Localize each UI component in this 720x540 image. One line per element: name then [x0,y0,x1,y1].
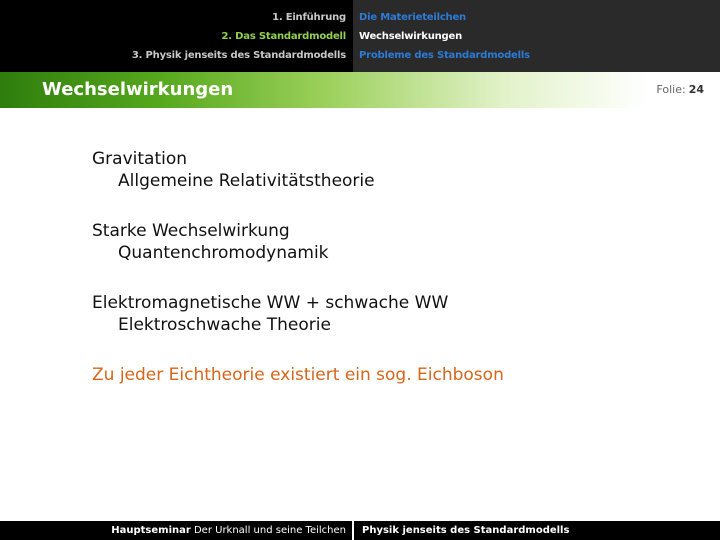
slide-title: Wechselwirkungen [42,79,234,100]
list-item-main: Starke Wechselwirkung [92,221,290,241]
nav-section-standardmodell[interactable]: 2. Das Standardmodell [221,31,346,42]
top-navigation [0,0,720,72]
footer-left [0,521,352,540]
nav-section-physik-jenseits[interactable]: 3. Physik jenseits des Standardmodells [131,50,346,61]
footer-bar [0,521,720,540]
section-nav [0,0,353,72]
list-item-main: Gravitation [92,149,188,169]
slide-number-label: Folie: [656,83,686,96]
subsection-nav [353,0,720,72]
footer-seminar-title: Der Urknall und seine Teilchen [190,525,346,536]
footer-section-title: Physik jenseits des Standardmodells [362,525,570,536]
slide-number-value: 24 [688,83,704,96]
footer-seminar-label: Hauptseminar [111,525,191,536]
list-item [92,220,329,264]
nav-subsection-probleme[interactable]: Probleme des Standardmodells [359,50,530,61]
list-item-sub: Elektroschwache Theorie [118,315,331,335]
list-item-sub: Quantenchromodynamik [118,243,329,263]
footer-right [352,521,720,540]
nav-subsection-wechselwirkungen[interactable]: Wechselwirkungen [359,31,463,42]
list-item-sub: Allgemeine Relativitätstheorie [118,171,375,191]
list-item [92,148,375,192]
slide-number [656,83,704,97]
list-item-main: Elektromagnetische WW + schwache WW [92,293,449,313]
nav-section-einfuehrung[interactable]: 1. Einführung [272,12,346,23]
highlight-note: Zu jeder Eichtheorie existiert ein sog. Eichboson [92,365,504,385]
nav-subsection-materieteilchen[interactable]: Die Materieteilchen [359,12,466,23]
list-item [92,292,448,336]
